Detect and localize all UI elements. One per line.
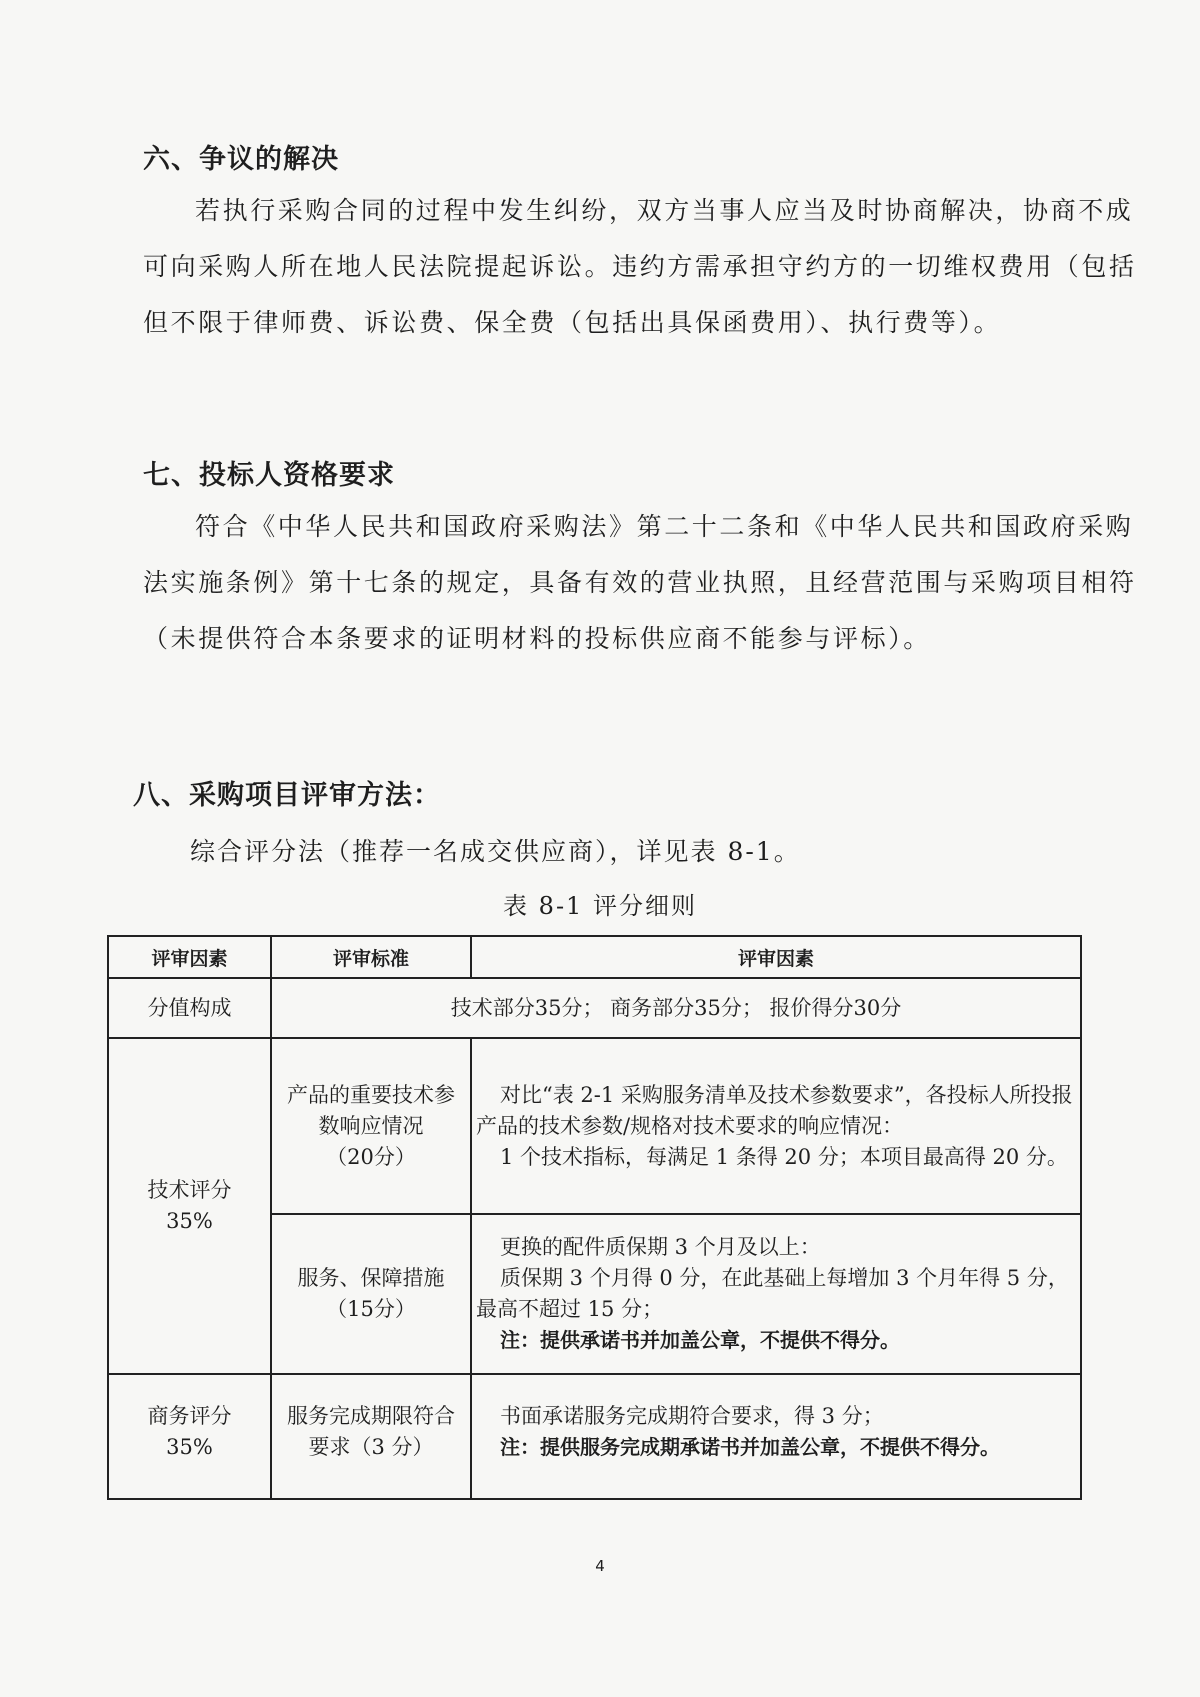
table-row [108, 1374, 1081, 1499]
table-row [108, 978, 1081, 1038]
business-description-1 [471, 1374, 1081, 1499]
section-6-title: 六、争议的解决 [143, 144, 339, 175]
tech-criterion-2-points: （15分） [326, 1297, 416, 1321]
table-caption: 表 8-1 评分细则 [503, 892, 697, 920]
business-desc-1-note: 注：提供服务完成期承诺书并加盖公章，不提供不得分。 [500, 1435, 1000, 1459]
composition-label: 分值构成 [108, 978, 271, 1038]
composition-value: 技术部分35分； 商务部分35分； 报价得分30分 [271, 978, 1081, 1038]
tech-score-label: 技术评分 [147, 1178, 232, 1202]
scoring-table [107, 935, 1082, 1500]
tech-desc-1-line2: 1 个技术指标，每满足 1 条得 20 分；本项目最高得 20 分。 [500, 1144, 1068, 1169]
tech-description-1 [471, 1038, 1081, 1214]
section-8-title: 八、采购项目评审方法： [133, 780, 441, 811]
tech-criterion-1-points: （20分） [326, 1144, 416, 1169]
tech-score-cell [108, 1038, 271, 1374]
tech-criterion-2: 服务、保障措施 [297, 1266, 445, 1290]
header-factor-2: 评审因素 [471, 936, 1081, 978]
tech-score-pct: 35% [166, 1209, 213, 1233]
tech-criterion-2-cell [271, 1214, 471, 1374]
business-criterion-1: 服务完成期限符合要求（3 分） [271, 1374, 471, 1499]
business-score-cell [108, 1374, 271, 1499]
tech-desc-2-line2: 质保期 3 个月得 0 分，在此基础上每增加 3 个月年得 5 分，最高不超过 15 分； [476, 1266, 1069, 1321]
business-desc-1-line1: 书面承诺服务完成期符合要求，得 3 分； [500, 1404, 884, 1428]
tech-desc-1-line1: 对比“表 2-1 采购服务清单及技术参数要求”，各投标人所投报产品的技术参数/规格对技术要求的响应情况： [476, 1082, 1073, 1138]
section-7-body: 符合《中华人民共和国政府采购法》第二十二条和《中华人民共和国政府采购法实施条例》第十七条的规定，具备有效的营业执照，且经营范围与采购项目相符（未提供符合本条要求的证明材料的投标供应商不能参与评标）。 [143, 512, 1137, 653]
tech-description-2 [471, 1214, 1081, 1374]
section-6-body: 若执行采购合同的过程中发生纠纷，双方当事人应当及时协商解决，协商不成可向采购人所在地人民法院提起诉讼。违约方需承担守约方的一切维权费用（包括但不限于律师费、诉讼费、保全费（包括出具保函费用）、执行费等）。 [143, 196, 1137, 337]
page-number: 4 [595, 1557, 605, 1575]
table-header-row [108, 936, 1081, 978]
header-standard: 评审标准 [271, 936, 471, 978]
tech-criterion-1-cell [271, 1038, 471, 1214]
tech-desc-2-line1: 更换的配件质保期 3 个月及以上： [500, 1235, 821, 1259]
business-score-pct: 35% [166, 1435, 213, 1459]
business-score-label: 商务评分 [147, 1404, 232, 1428]
section-8-body: 综合评分法（推荐一名成交供应商），详见表 8-1。 [190, 837, 801, 866]
tech-criterion-1: 产品的重要技术参数响应情况 [287, 1082, 455, 1138]
tech-desc-2-note: 注：提供承诺书并加盖公章，不提供不得分。 [500, 1328, 900, 1352]
table-row [108, 1038, 1081, 1214]
section-7-title: 七、投标人资格要求 [143, 460, 395, 491]
header-factor: 评审因素 [108, 936, 271, 978]
